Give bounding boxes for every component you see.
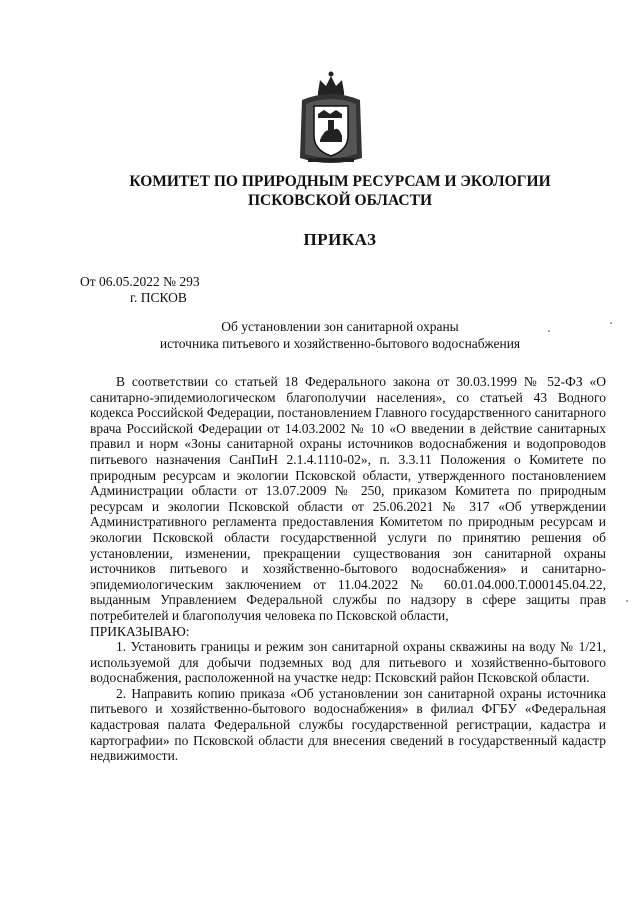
order-body <box>90 374 606 764</box>
coat-of-arms-emblem <box>296 70 366 170</box>
subject-line-1: Об установлении зон санитарной охраны <box>221 319 459 334</box>
subject-line-2: источника питьевого и хозяйственно-бытового водоснабжения <box>159 336 521 351</box>
scan-speck <box>626 600 628 602</box>
document-type: ПРИКАЗ <box>303 230 377 249</box>
order-word: ПРИКАЗЫВАЮ: <box>90 623 190 639</box>
scan-speck <box>548 330 550 332</box>
city: г. ПСКОВ <box>130 290 187 305</box>
preamble-paragraph: В соответствии со статьей 18 Федерального закона от 30.03.1999 № 52-ФЗ «О санитарно-эпидемиологическом благополучии населения», со статьей 43 Водного кодекса Российской Федерации, постановлением Главного государственного санитарного врача Российской Федерации от 14.03.2002 № 10 «О введении в действие санитарных правил и норм «Зоны санитарной охраны источников водоснабжения и водопроводов питьевого назначения СанПиН 2.1.4.1110-02», п. 3.3.11 Положения о Комитете по природным ресурсам и экологии Псковской области, утвержденного постановлением Администрации области от 13.07.2009 № 250, приказом Комитета по природным ресурсам и экологии Псковской области от 25.06.2021 № 317 «Об утверждении Административного регламента предоставления Комитетом по природным ресурсам и экологии Псковской области государственной услуги по принятию решения об установлении, изменении, прекращении существования зон санитарной охраны источников питьевого и хозяйственно-бытового водоснабжения» и санитарно-эпидемиологическим заключением от 11.04.2022 № 60.01.04.000.Т.000145.04.22, выданным Управлением Федеральной службы по надзору в сфере защиты прав потребителей и благополучия человека по Псковской области, <box>90 374 606 623</box>
org-line-1: КОМИТЕТ ПО ПРИРОДНЫМ РЕСУРСАМ И ЭКОЛОГИИ <box>129 173 551 190</box>
order-item-2: 2. Направить копию приказа «Об установлении зон санитарной охраны источника питьевого и хозяйственно-бытового водоснабжения» в филиал ФГБУ «Федеральная кадастровая палата Федеральной службы государственной регистрации, кадастра и картографии» по Псковской области для внесения сведений в государственный кадастр недвижимости. <box>90 685 606 764</box>
scan-speck <box>610 322 612 324</box>
organization-name <box>90 172 590 210</box>
date-and-number: От 06.05.2022 № 293 <box>80 274 200 289</box>
org-line-2: ПСКОВСКОЙ ОБЛАСТИ <box>247 192 432 209</box>
order-item-1: 1. Установить границы и режим зон санитарной охраны скважины на воду № 1/21, используемой для добычи подземных вод для питьевого и хозяйственно-бытового водоснабжения, расположенной на участке недр: Псковский район Псковской области. <box>90 639 606 686</box>
order-subject <box>120 318 560 352</box>
